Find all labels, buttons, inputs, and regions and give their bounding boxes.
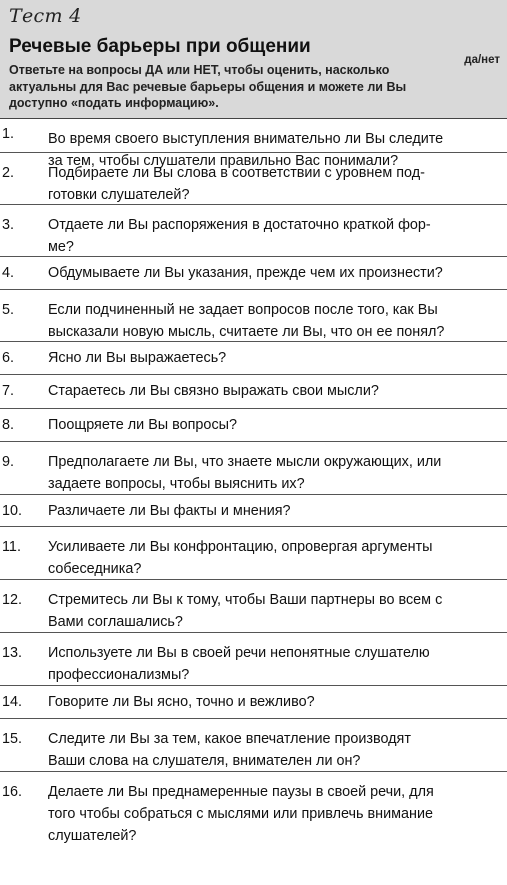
question-text: Говорите ли Вы ясно, точно и вежливо? [48,694,315,710]
question-row-9 [0,442,507,495]
question-row-11 [0,527,507,580]
question-number: 7. [2,383,15,399]
question-row-2 [0,153,507,205]
question-number: 10. [2,503,23,519]
question-row-15 [0,719,507,772]
question-text: Если подчиненный не задает вопросов после того, как Вы высказали новую мысль, считаете ли Вы, что он ее понял? [48,302,445,340]
question-text: Во время своего выступления внимательно ли Вы следите за тем, чтобы слушатели правильно Вас понимали? [48,131,444,169]
question-text: Отдаете ли Вы распоряжения в достаточно краткой фор- ме? [48,217,431,255]
question-text: Следите ли Вы за тем, какое впечатление производят Ваши слова на слушателя, внимателен ли он? [48,731,411,769]
question-row-1 [0,119,507,169]
question-number: 4. [2,265,15,281]
question-row-12 [0,580,507,633]
question-row-5 [0,290,507,342]
question-row-4 [0,257,507,290]
question-text: Обдумываете ли Вы указания, прежде чем их произнести? [48,265,443,281]
question-number: 3. [2,217,15,233]
question-number: 1. [2,126,15,142]
question-text: Предполагаете ли Вы, что знаете мысли окружающих, или задаете вопросы, чтобы выяснить их? [48,454,442,492]
question-number: 8. [2,417,15,433]
question-text: Усиливаете ли Вы конфронтацию, опровергая аргументы собеседника? [48,539,433,577]
question-number: 6. [2,350,15,366]
question-row-14 [0,686,507,719]
question-row-10 [0,495,507,527]
question-number: 15. [2,731,23,747]
page-title: Речевые барьеры при общении [9,36,311,57]
answer-column-label: да/нет [464,54,500,66]
question-number: 16. [2,784,23,800]
question-row-7 [0,375,507,409]
question-text: Ясно ли Вы выражаетесь? [48,350,227,366]
question-text: Делаете ли Вы преднамеренные паузы в своей речи, для того чтобы собраться с мыслями или привлечь внимание слушателей? [48,784,434,844]
question-row-16 [0,772,507,845]
question-number: 11. [2,539,21,555]
question-row-8 [0,409,507,442]
test-header [0,0,507,119]
question-text: Подбираете ли Вы слова в соответствии с уровнем под- готовки слушателей? [48,165,425,203]
question-text: Стараетесь ли Вы связно выражать свои мысли? [48,383,379,399]
question-number: 13. [2,645,23,661]
question-row-6 [0,342,507,375]
question-row-3 [0,205,507,257]
question-number: 9. [2,454,15,470]
question-number: 2. [2,165,15,181]
question-row-13 [0,633,507,686]
question-number: 12. [2,592,23,608]
question-text: Используете ли Вы в своей речи непонятные слушателю профессионализмы? [48,645,430,683]
question-text: Стремитесь ли Вы к тому, чтобы Ваши партнеры во всем с Вами соглашались? [48,592,443,630]
question-text: Различаете ли Вы факты и мнения? [48,503,291,519]
question-number: 14. [2,694,23,710]
questions-list [0,119,507,845]
instructions-text: Ответьте на вопросы ДА или НЕТ, чтобы оценить, насколько актуальны для Вас речевые барьеры общения и можете ли Вы доступно «подать информацию». [9,63,407,110]
question-number: 5. [2,302,15,318]
question-text: Поощряете ли Вы вопросы? [48,417,237,433]
test-label: Тест 4 [9,5,82,27]
